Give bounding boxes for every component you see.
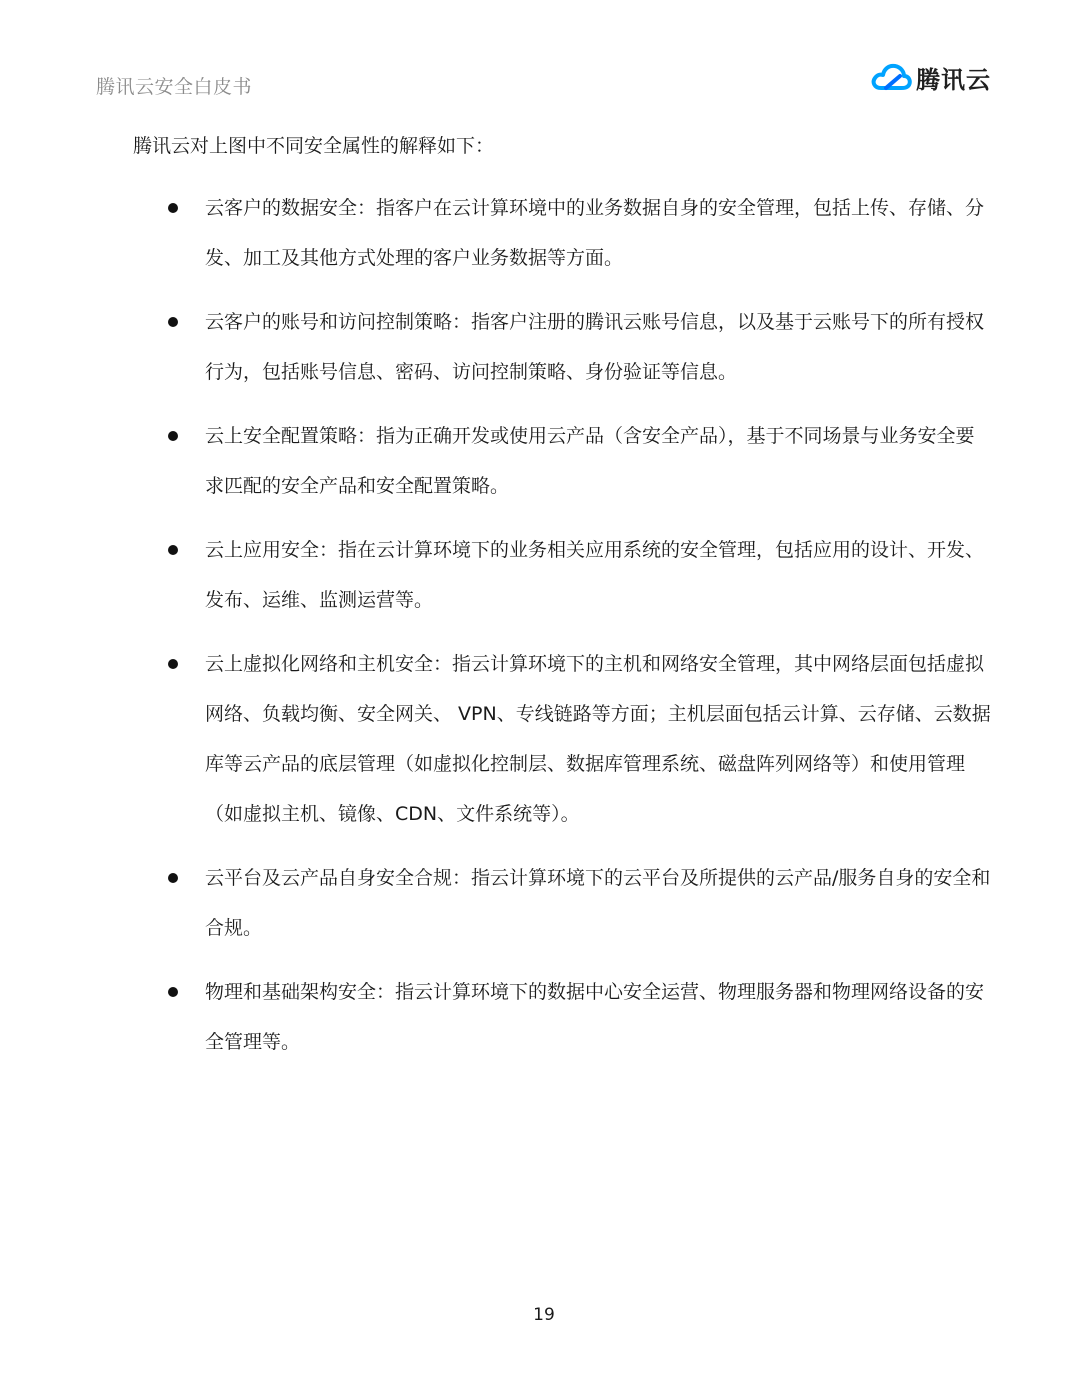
list-item xyxy=(163,639,993,839)
page-number: 19 xyxy=(533,1305,555,1325)
list-item xyxy=(163,297,993,397)
security-attribute-list xyxy=(163,183,993,1081)
list-item xyxy=(163,853,993,953)
bullet-icon xyxy=(168,431,178,441)
document-header-title: 腾讯云安全白皮书 xyxy=(96,76,253,98)
list-item-text: 云上应用安全：指在云计算环境下的业务相关应用系统的安全管理，包括应用的设计、开发、发布、运维、监测运营等。 xyxy=(205,539,985,611)
bullet-icon xyxy=(168,987,178,997)
bullet-icon xyxy=(168,203,178,213)
bullet-icon xyxy=(168,659,178,669)
logo-text: 腾讯云 xyxy=(916,65,991,94)
list-item xyxy=(163,967,993,1067)
cloud-logo-icon xyxy=(870,61,912,93)
bullet-icon xyxy=(168,545,178,555)
list-item-text: 云上虚拟化网络和主机安全：指云计算环境下的主机和网络安全管理，其中网络层面包括虚拟网络、负载均衡、安全网关、 VPN、专线链路等方面；主机层面包括云计算、云存储、云数据库等云产品的底层管理（如虚拟化控制层、数据库管理系统、磁盘阵列网络等）和使用管理（如虚拟主机、镜像、CDN、文件系统等）。 xyxy=(205,653,991,825)
tencent-cloud-logo xyxy=(870,58,991,96)
list-item xyxy=(163,411,993,511)
intro-paragraph: 腾讯云对上图中不同安全属性的解释如下： xyxy=(133,135,495,157)
bullet-icon xyxy=(168,873,178,883)
list-item-text: 云客户的数据安全：指客户在云计算环境中的业务数据自身的安全管理，包括上传、存储、分发、加工及其他方式处理的客户业务数据等方面。 xyxy=(205,197,985,269)
list-item-text: 云上安全配置策略：指为正确开发或使用云产品（含安全产品），基于不同场景与业务安全要求匹配的安全产品和安全配置策略。 xyxy=(205,425,975,497)
list-item-text: 云平台及云产品自身安全合规：指云计算环境下的云平台及所提供的云产品/服务自身的安全和合规。 xyxy=(205,867,991,939)
list-item-text: 云客户的账号和访问控制策略：指客户注册的腾讯云账号信息，以及基于云账号下的所有授权行为，包括账号信息、密码、访问控制策略、身份验证等信息。 xyxy=(205,311,985,383)
list-item-text: 物理和基础架构安全：指云计算环境下的数据中心安全运营、物理服务器和物理网络设备的安全管理等。 xyxy=(205,981,985,1053)
list-item xyxy=(163,525,993,625)
bullet-icon xyxy=(168,317,178,327)
list-item xyxy=(163,183,993,283)
